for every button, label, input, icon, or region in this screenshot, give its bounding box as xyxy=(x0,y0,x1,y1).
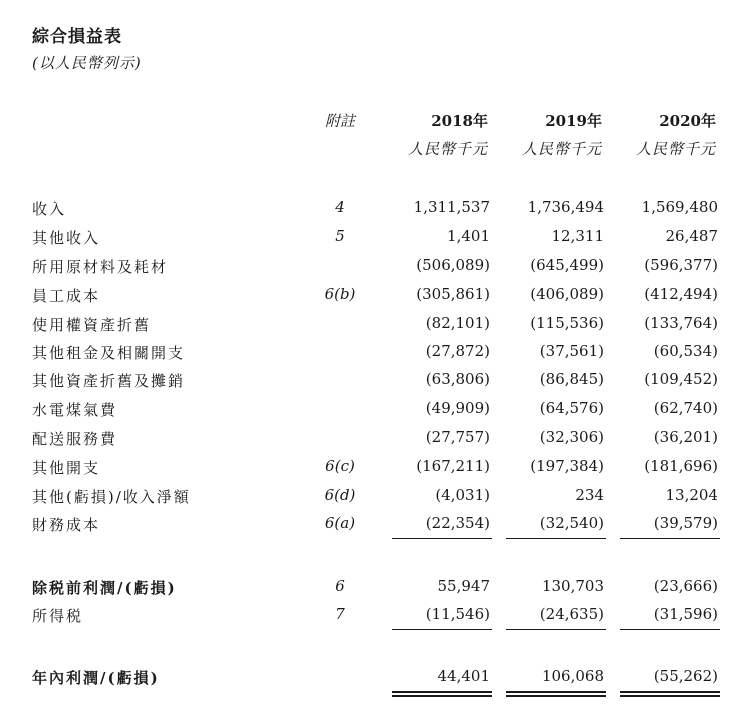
row-note: 6(c) xyxy=(325,457,355,475)
row-note: 6(b) xyxy=(324,285,356,303)
value-2020: 1,569,480 xyxy=(641,198,718,216)
table-row xyxy=(0,514,741,540)
value-2018: (11,546) xyxy=(425,605,490,623)
value-2020: (39,579) xyxy=(653,514,718,532)
value-2020: (55,262) xyxy=(653,667,718,685)
note-column-header: 附註 xyxy=(324,112,355,130)
statement-title: 綜合損益表 xyxy=(32,27,122,47)
row-label: 所得税 xyxy=(32,607,84,625)
value-2020: (36,201) xyxy=(653,428,718,446)
value-2019: (32,540) xyxy=(539,514,604,532)
value-2019: 106,068 xyxy=(541,667,604,685)
table-row xyxy=(0,457,741,483)
value-2019: 130,703 xyxy=(541,577,604,595)
value-2020: (31,596) xyxy=(653,605,718,623)
value-2020: (23,666) xyxy=(653,577,718,595)
value-2020: (109,452) xyxy=(644,370,718,388)
value-2019: (197,384) xyxy=(530,457,604,475)
table-row xyxy=(0,227,741,253)
value-2018: 1,311,537 xyxy=(413,198,490,216)
table-row xyxy=(0,285,741,311)
tax-rule-2019 xyxy=(506,629,606,630)
table-row xyxy=(0,428,741,454)
subtotal-rule-2019 xyxy=(506,538,606,539)
row-label: 員工成本 xyxy=(32,287,101,305)
total-double-rule-2020 xyxy=(620,691,720,697)
value-2018: (305,861) xyxy=(416,285,490,303)
value-2019: (86,845) xyxy=(539,370,604,388)
row-label: 水電煤氣費 xyxy=(32,401,118,419)
value-2018: (63,806) xyxy=(425,370,490,388)
table-row xyxy=(0,198,741,224)
subtotal-rule-2020 xyxy=(620,538,720,539)
table-row xyxy=(0,486,741,512)
value-2020: 26,487 xyxy=(665,227,718,245)
row-label: 其他開支 xyxy=(32,459,101,477)
value-2019: 1,736,494 xyxy=(527,198,604,216)
profit-row xyxy=(0,667,741,693)
unit-header-2020: 人民幣千元 xyxy=(635,140,716,158)
value-2019: (115,536) xyxy=(530,314,604,332)
value-2020: (133,764) xyxy=(644,314,718,332)
row-note: 5 xyxy=(335,227,345,245)
year-header-2018: 2018年 xyxy=(431,112,488,130)
table-row xyxy=(0,256,741,282)
pretax-row xyxy=(0,577,741,603)
value-2019: (64,576) xyxy=(539,399,604,417)
value-2018: (22,354) xyxy=(425,514,490,532)
row-note: 6 xyxy=(335,577,345,595)
value-2019: (37,561) xyxy=(539,342,604,360)
value-2018: (27,872) xyxy=(425,342,490,360)
row-label: 財務成本 xyxy=(32,516,101,534)
tax-row xyxy=(0,605,741,631)
value-2018: 44,401 xyxy=(437,667,490,685)
year-header-2019: 2019年 xyxy=(545,112,602,130)
value-2019: (406,089) xyxy=(530,285,604,303)
year-header-2020: 2020年 xyxy=(659,112,716,130)
value-2018: (167,211) xyxy=(416,457,490,475)
value-2020: (60,534) xyxy=(653,342,718,360)
table-row xyxy=(0,370,741,396)
value-2018: (506,089) xyxy=(416,256,490,274)
value-2020: (412,494) xyxy=(644,285,718,303)
row-label: 收入 xyxy=(32,200,67,218)
row-label: 所用原材料及耗材 xyxy=(32,258,169,276)
table-row xyxy=(0,399,741,425)
row-note: 6(d) xyxy=(324,486,356,504)
value-2019: (645,499) xyxy=(530,256,604,274)
value-2019: (24,635) xyxy=(539,605,604,623)
value-2018: (82,101) xyxy=(425,314,490,332)
table-row xyxy=(0,314,741,340)
value-2018: (4,031) xyxy=(435,486,490,504)
row-label: 其他租金及相關開支 xyxy=(32,344,186,362)
unit-header-2019: 人民幣千元 xyxy=(521,140,602,158)
value-2018: 1,401 xyxy=(447,227,490,245)
value-2019: (32,306) xyxy=(539,428,604,446)
value-2018: (27,757) xyxy=(425,428,490,446)
value-2020: (62,740) xyxy=(653,399,718,417)
table-row xyxy=(0,342,741,368)
row-label: 其他(虧損)/收入淨額 xyxy=(32,488,191,506)
value-2019: 234 xyxy=(575,486,604,504)
row-label: 年內利潤/(虧損) xyxy=(32,669,160,687)
statement-subtitle: (以人民幣列示) xyxy=(32,54,142,72)
row-label: 其他收入 xyxy=(32,229,101,247)
subtotal-rule-2018 xyxy=(392,538,492,539)
row-note: 6(a) xyxy=(324,514,356,532)
tax-rule-2020 xyxy=(620,629,720,630)
value-2020: (181,696) xyxy=(644,457,718,475)
row-label: 使用權資產折舊 xyxy=(32,316,152,334)
tax-rule-2018 xyxy=(392,629,492,630)
value-2020: 13,204 xyxy=(665,486,718,504)
value-2018: 55,947 xyxy=(437,577,490,595)
row-label: 配送服務費 xyxy=(32,430,118,448)
value-2020: (596,377) xyxy=(644,256,718,274)
row-label: 其他資產折舊及攤銷 xyxy=(32,372,186,390)
value-2018: (49,909) xyxy=(425,399,490,417)
total-double-rule-2018 xyxy=(392,691,492,697)
value-2019: 12,311 xyxy=(551,227,604,245)
unit-header-2018: 人民幣千元 xyxy=(407,140,488,158)
row-note: 4 xyxy=(335,198,345,216)
row-note: 7 xyxy=(335,605,345,623)
row-label: 除税前利潤/(虧損) xyxy=(32,579,177,597)
total-double-rule-2019 xyxy=(506,691,606,697)
